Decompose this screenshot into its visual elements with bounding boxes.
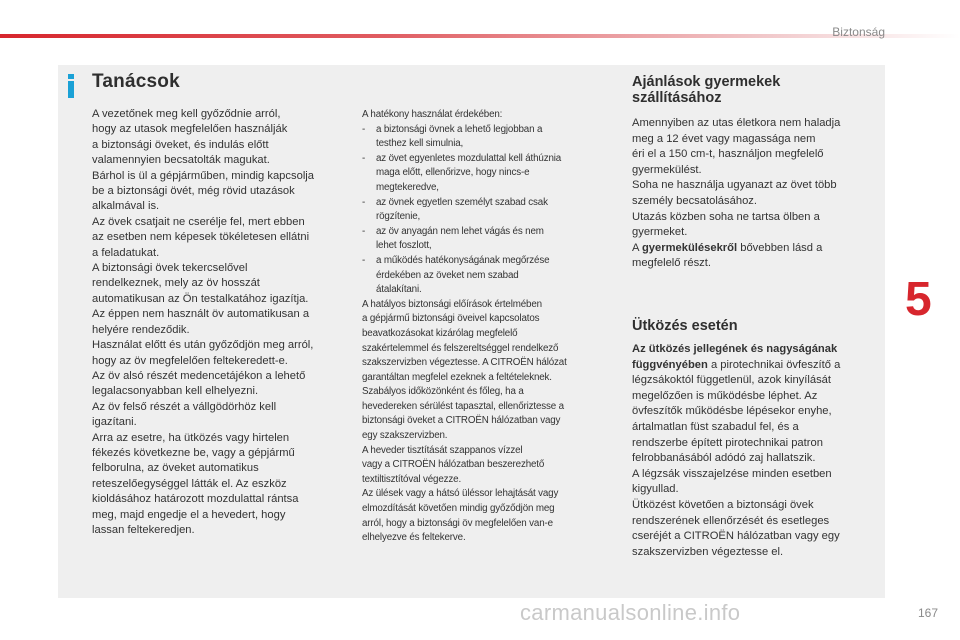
text-line: Arra az esetre, ha ütközés vagy hirtelen bbox=[92, 431, 290, 444]
text-line: megelőzően is működésbe léphet. Az bbox=[632, 389, 818, 402]
list-item bbox=[362, 196, 607, 225]
child-seat-link-text: gyermekülésekről bbox=[641, 241, 738, 254]
text-line: rögzítenie, bbox=[376, 211, 421, 223]
text-line: igazítani. bbox=[92, 416, 137, 429]
text-line: cseréjét a CITROËN hálózatban vagy egy bbox=[632, 530, 840, 543]
text-line: függvényében a pirotechnikai övfeszítő a bbox=[632, 358, 841, 371]
text-line: testhez kell simulnia, bbox=[376, 138, 464, 150]
text-line: az öv anyagán nem lehet vágás és nem bbox=[376, 225, 544, 237]
text-line: felrobbanásából adódó zaj hallatszik. bbox=[632, 452, 816, 465]
text-line: Utazás közben soha ne tartsa ölben a bbox=[632, 210, 820, 223]
text-line: szakszervizben végeztesse. A CITROËN hálózat bbox=[362, 357, 567, 369]
text-line: gyermeket. bbox=[632, 226, 688, 239]
list-item bbox=[362, 225, 607, 254]
text-line: fékezés következne be, vagy a gépjármű bbox=[92, 446, 295, 459]
text-line: arról, hogy a biztonsági öv megfelelően van-e bbox=[362, 517, 553, 529]
text-line: hogy az öv megfelelően feltekeredett-e. bbox=[92, 354, 288, 367]
list-dash: - bbox=[362, 196, 366, 208]
text-line: Szabályos időközönként és főleg, ha a bbox=[362, 386, 524, 398]
text-line: övfeszítők működésbe lépésekor enyhe, bbox=[632, 405, 832, 418]
text-line: Használat előtt és után győződjön meg arról, bbox=[92, 339, 314, 352]
text-line: textiltisztítóval végezze. bbox=[362, 473, 462, 485]
text-line: szakértelemmel és felszereltséggel rendelkező bbox=[362, 342, 559, 354]
text-line: hogy az utasok megfelelően használják bbox=[92, 123, 288, 136]
tips-title: Tanácsok bbox=[92, 71, 180, 92]
text-line: felborulna, az öveket automatikus bbox=[92, 462, 259, 475]
text-line: legalacsonyabban kell elhelyezni. bbox=[92, 385, 259, 398]
text-line: automatikusan az Ön testalkatához igazítja. bbox=[92, 292, 309, 305]
text-line: Ütközést követően a biztonsági övek bbox=[632, 498, 814, 511]
text-line: Bárhol is ül a gépjárműben, mindig kapcsolja bbox=[92, 169, 315, 182]
text-line: rendszerének ellenőrzését és esetleges bbox=[632, 514, 830, 527]
header-accent-bar bbox=[0, 34, 960, 38]
text-line: átalakítani. bbox=[376, 284, 422, 296]
text-line: a biztonsági öveket, és indulás előtt bbox=[92, 138, 269, 151]
text-line: Az öv alsó részét medencetájékon a lehető bbox=[92, 369, 306, 382]
text-line: alkalmával is. bbox=[92, 200, 160, 213]
text-line: gyermekülést. bbox=[632, 163, 702, 176]
text-line: biztonsági öveket a CITROËN hálózatban vagy bbox=[362, 415, 561, 427]
crash-heading: Ütközés esetén bbox=[632, 318, 738, 334]
text-line: hevedereken sérülést tapasztal, ellenőriztesse a bbox=[362, 400, 564, 412]
text-line: Az éppen nem használt öv automatikusan a bbox=[92, 308, 310, 321]
text-line: meg a 12 évet vagy magassága nem bbox=[632, 132, 816, 145]
list-item bbox=[362, 254, 607, 298]
text-line: megtekeredve, bbox=[376, 181, 439, 193]
text-line: a működés hatékonyságának megőrzése bbox=[376, 254, 550, 266]
chapter-number: 5 bbox=[905, 273, 932, 326]
text-line: rendszerbe épített pirotechnikai patron bbox=[632, 436, 823, 449]
heading-line: szállításához bbox=[632, 90, 722, 106]
text-line: A vezetőnek meg kell győződnie arról, bbox=[92, 108, 281, 120]
child-seat-reference: A gyermekülésekről bővebben lásd a bbox=[632, 241, 823, 254]
text-line: éri el a 150 cm-t, használjon megfelelő bbox=[632, 148, 824, 161]
text-line: légzsákoktól függetlenül, azok kinyílását bbox=[632, 374, 832, 387]
text-line: egy szakszervizben. bbox=[362, 430, 448, 442]
text-line: elmozdítását követően mindig győződjön meg bbox=[362, 503, 555, 515]
text-line: érdekében az öveket nem szabad bbox=[376, 269, 519, 281]
children-heading bbox=[632, 74, 864, 106]
usage-list bbox=[362, 123, 607, 298]
list-item bbox=[362, 123, 607, 152]
text-line: a biztonsági övnek a lehető legjobban a bbox=[376, 123, 543, 135]
text-line: beavatkozásokat kizárólag megfelelő bbox=[362, 327, 518, 339]
text-line: kioldásához határozott mozdulattal rántsa bbox=[92, 493, 299, 506]
text-line: reteszelőegységgel látták el. Az eszköz bbox=[92, 477, 287, 490]
text-line: az esetben nem képesek tökéletesen ellátni bbox=[92, 231, 310, 244]
text-line: szakszervizben végeztesse el. bbox=[632, 545, 784, 558]
watermark: carmanualsonline.info bbox=[520, 600, 741, 625]
text-line: Az ülések vagy a hátsó üléssor lehajtását vagy bbox=[362, 488, 559, 500]
info-icon bbox=[66, 74, 76, 98]
text-line: maga előtt, ellenőrizve, hogy nincs-e bbox=[376, 167, 530, 179]
text-line: Az ütközés jellegének és nagyságának bbox=[632, 343, 838, 355]
text-line: kigyullad. bbox=[632, 483, 679, 496]
text-line: személy becsatolásához. bbox=[632, 194, 757, 207]
list-dash: - bbox=[362, 225, 366, 237]
text-line: A hatályos biztonsági előírások értelmében bbox=[362, 298, 542, 310]
text-line: A légzsák visszajelzése minden esetben bbox=[632, 467, 832, 480]
text-line: elhelyezve és feltekerve. bbox=[362, 532, 466, 544]
children-section bbox=[632, 74, 864, 272]
text-line: Soha ne használja ugyanazt az övet több bbox=[632, 179, 837, 192]
section-title: Biztonság bbox=[832, 25, 885, 39]
text-line: garantáltan megfelel ezeknek a feltételeknek. bbox=[362, 371, 552, 383]
text-line: Amennyiben az utas életkora nem haladja bbox=[632, 117, 841, 129]
text-line: be a biztonsági övét, még rövid utazások bbox=[92, 185, 295, 198]
text-line: az övet egyenletes mozdulattal kell áthúznia bbox=[376, 152, 562, 164]
text-line: meg, majd engedje el a hevedert, hogy bbox=[92, 508, 286, 521]
list-item bbox=[362, 152, 607, 196]
list-intro: A hatékony használat érdekében: bbox=[362, 109, 503, 120]
tips-column-2 bbox=[362, 108, 607, 546]
text-line: helyére rendeződik. bbox=[92, 323, 190, 336]
text-line: ártalmatlan füst szabadul fel, és a bbox=[632, 420, 799, 433]
tips-column-1 bbox=[92, 107, 347, 538]
text-line: rendelkeznek, mely az öv hosszát bbox=[92, 277, 260, 290]
text-line: megfelelő részt. bbox=[632, 257, 711, 270]
text-line: a feladatukat. bbox=[92, 246, 160, 259]
page-number: 167 bbox=[918, 606, 939, 620]
heading-line: Ajánlások gyermekek bbox=[632, 74, 781, 90]
crash-section bbox=[632, 318, 864, 560]
text-line: a gépjármű biztonsági öveivel kapcsolatos bbox=[362, 313, 540, 325]
text-line: valamennyien becsatolták magukat. bbox=[92, 154, 270, 167]
text-line: A biztonsági övek tekercselővel bbox=[92, 262, 248, 275]
text-line: lassan feltekeredjen. bbox=[92, 523, 195, 536]
text-line: az övnek egyetlen személyt szabad csak bbox=[376, 196, 548, 208]
list-dash: - bbox=[362, 152, 366, 164]
list-dash: - bbox=[362, 123, 366, 135]
text-line: lehet foszlott, bbox=[376, 240, 432, 252]
list-dash: - bbox=[362, 254, 366, 266]
text-line: Az öv felső részét a vállgödörhöz kell bbox=[92, 400, 277, 413]
text-line: Az övek csatjait ne cserélje fel, mert ebben bbox=[92, 215, 305, 228]
text-line: vagy a CITROËN hálózatban beszerezhető bbox=[362, 459, 545, 471]
text-line: A heveder tisztítását szappanos vízzel bbox=[362, 444, 523, 456]
